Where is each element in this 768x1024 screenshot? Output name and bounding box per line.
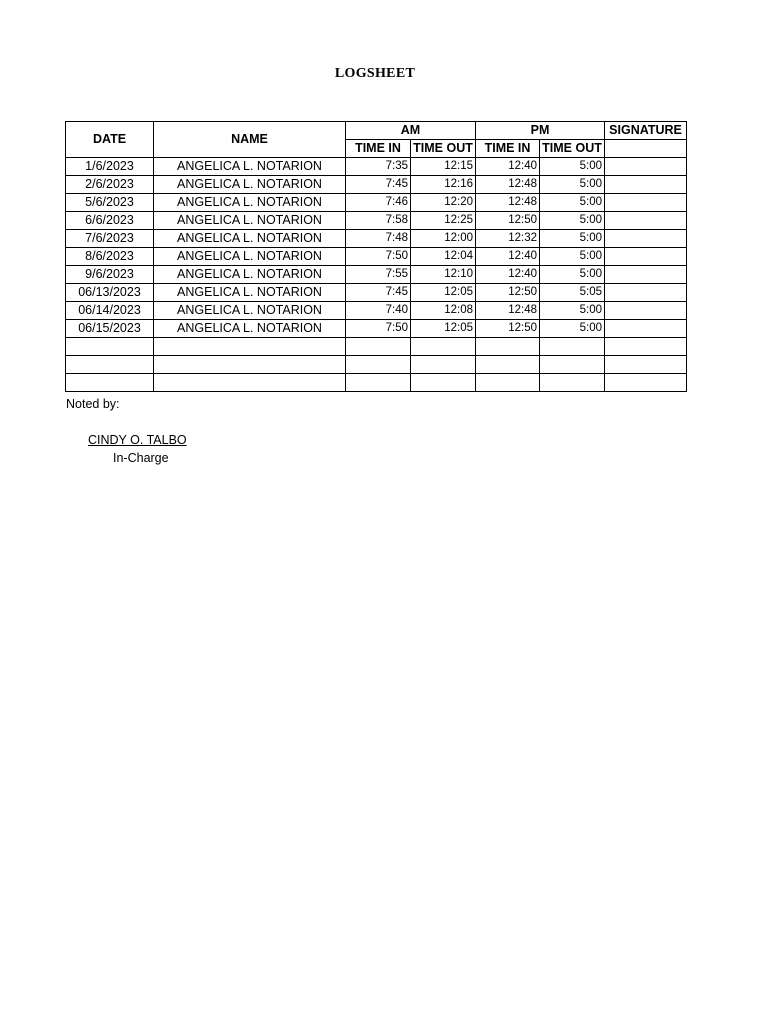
table-row (66, 338, 687, 356)
signature-cell (605, 302, 687, 320)
pm-time-out-cell: 5:00 (540, 230, 605, 248)
name-cell: ANGELICA L. NOTARION (154, 158, 346, 176)
am-time-in-cell: 7:58 (346, 212, 411, 230)
name-cell: ANGELICA L. NOTARION (154, 212, 346, 230)
am-time-out-header: TIME OUT (411, 140, 476, 158)
am-time-out-cell: 12:10 (411, 266, 476, 284)
am-time-out-cell: 12:05 (411, 284, 476, 302)
am-time-in-cell: 7:48 (346, 230, 411, 248)
pm-time-in-cell: 12:48 (476, 176, 540, 194)
am-time-out-cell: 12:08 (411, 302, 476, 320)
am-time-out-cell: 12:05 (411, 320, 476, 338)
signature-cell (605, 284, 687, 302)
am-time-in-cell: 7:50 (346, 320, 411, 338)
table-row (66, 356, 687, 374)
pm-time-out-cell: 5:05 (540, 284, 605, 302)
date-cell: 8/6/2023 (66, 248, 154, 266)
signature-subheader (605, 140, 687, 158)
table-row (66, 194, 687, 212)
pm-time-in-cell: 12:40 (476, 266, 540, 284)
signature-cell (605, 356, 687, 374)
pm-time-in-cell (476, 374, 540, 392)
date-cell: 2/6/2023 (66, 176, 154, 194)
name-cell: ANGELICA L. NOTARION (154, 320, 346, 338)
name-cell: ANGELICA L. NOTARION (154, 194, 346, 212)
am-time-out-cell: 12:16 (411, 176, 476, 194)
am-time-in-cell (346, 374, 411, 392)
table-row (66, 212, 687, 230)
am-time-in-cell: 7:45 (346, 176, 411, 194)
name-cell: ANGELICA L. NOTARION (154, 302, 346, 320)
signature-cell (605, 248, 687, 266)
am-time-in-header: TIME IN (346, 140, 411, 158)
name-cell: ANGELICA L. NOTARION (154, 248, 346, 266)
date-cell: 7/6/2023 (66, 230, 154, 248)
date-cell: 06/13/2023 (66, 284, 154, 302)
signature-cell (605, 338, 687, 356)
signature-cell (605, 320, 687, 338)
am-time-in-cell: 7:50 (346, 248, 411, 266)
date-cell (66, 338, 154, 356)
am-time-out-cell: 12:00 (411, 230, 476, 248)
pm-time-out-cell: 5:00 (540, 194, 605, 212)
signature-cell (605, 230, 687, 248)
am-time-out-cell: 12:04 (411, 248, 476, 266)
am-time-in-cell: 7:45 (346, 284, 411, 302)
name-cell (154, 356, 346, 374)
pm-time-in-cell: 12:48 (476, 194, 540, 212)
am-time-in-cell: 7:40 (346, 302, 411, 320)
pm-time-in-cell: 12:40 (476, 158, 540, 176)
am-time-in-cell (346, 338, 411, 356)
signature-cell (605, 158, 687, 176)
page-title: LOGSHEET (334, 66, 416, 81)
signer-role: In-Charge (113, 451, 169, 465)
pm-time-out-cell: 5:00 (540, 320, 605, 338)
pm-time-out-cell (540, 338, 605, 356)
pm-time-out-cell: 5:00 (540, 302, 605, 320)
date-cell: 06/15/2023 (66, 320, 154, 338)
date-cell (66, 374, 154, 392)
pm-time-out-cell (540, 356, 605, 374)
pm-time-in-cell: 12:40 (476, 248, 540, 266)
signature-cell (605, 266, 687, 284)
table-row (66, 284, 687, 302)
name-cell: ANGELICA L. NOTARION (154, 266, 346, 284)
am-time-out-cell: 12:25 (411, 212, 476, 230)
am-time-out-cell (411, 374, 476, 392)
date-header: DATE (66, 122, 154, 158)
pm-time-in-cell (476, 356, 540, 374)
name-header: NAME (154, 122, 346, 158)
pm-time-in-cell: 12:32 (476, 230, 540, 248)
noted-by-label: Noted by: (66, 397, 120, 411)
date-cell: 9/6/2023 (66, 266, 154, 284)
name-cell: ANGELICA L. NOTARION (154, 176, 346, 194)
pm-time-in-cell: 12:50 (476, 212, 540, 230)
table-row (66, 266, 687, 284)
pm-time-out-cell: 5:00 (540, 176, 605, 194)
signature-cell (605, 176, 687, 194)
table-row (66, 230, 687, 248)
pm-time-in-cell: 12:50 (476, 284, 540, 302)
signature-cell (605, 212, 687, 230)
date-cell: 06/14/2023 (66, 302, 154, 320)
pm-time-in-cell (476, 338, 540, 356)
name-cell: ANGELICA L. NOTARION (154, 284, 346, 302)
pm-time-out-cell: 5:00 (540, 266, 605, 284)
date-cell (66, 356, 154, 374)
date-cell: 6/6/2023 (66, 212, 154, 230)
table-row (66, 158, 687, 176)
am-time-out-cell: 12:20 (411, 194, 476, 212)
pm-time-in-header: TIME IN (476, 140, 540, 158)
signature-cell (605, 374, 687, 392)
signature-header: SIGNATURE (605, 122, 687, 140)
pm-time-out-header: TIME OUT (540, 140, 605, 158)
table-row (66, 176, 687, 194)
name-cell (154, 338, 346, 356)
name-cell (154, 374, 346, 392)
pm-time-in-cell: 12:48 (476, 302, 540, 320)
date-cell: 5/6/2023 (66, 194, 154, 212)
am-time-out-cell: 12:15 (411, 158, 476, 176)
table-row (66, 302, 687, 320)
am-time-in-cell (346, 356, 411, 374)
am-time-out-cell (411, 338, 476, 356)
table-row (66, 320, 687, 338)
table-header (66, 122, 687, 158)
logsheet-table (65, 121, 687, 392)
pm-time-in-cell: 12:50 (476, 320, 540, 338)
pm-time-out-cell (540, 374, 605, 392)
am-time-in-cell: 7:55 (346, 266, 411, 284)
date-cell: 1/6/2023 (66, 158, 154, 176)
table-row (66, 374, 687, 392)
am-header: AM (346, 122, 476, 140)
signer-name: CINDY O. TALBO (88, 433, 187, 447)
pm-header: PM (476, 122, 605, 140)
am-time-in-cell: 7:46 (346, 194, 411, 212)
pm-time-out-cell: 5:00 (540, 158, 605, 176)
table-row (66, 248, 687, 266)
signature-cell (605, 194, 687, 212)
table-body (66, 158, 687, 392)
name-cell: ANGELICA L. NOTARION (154, 230, 346, 248)
am-time-in-cell: 7:35 (346, 158, 411, 176)
pm-time-out-cell: 5:00 (540, 212, 605, 230)
pm-time-out-cell: 5:00 (540, 248, 605, 266)
am-time-out-cell (411, 356, 476, 374)
